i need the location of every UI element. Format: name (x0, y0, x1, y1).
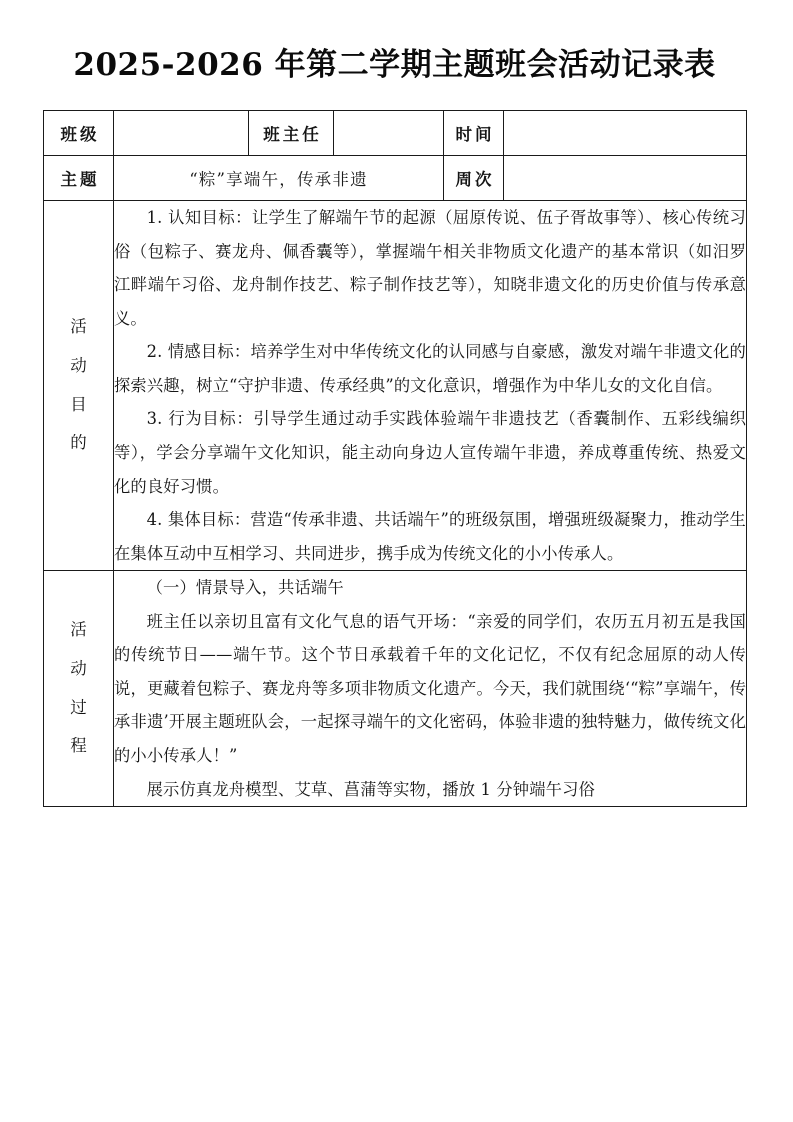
table-row-class-info (44, 111, 747, 156)
process-paragraph: 展示仿真龙舟模型、艾草、菖蒲等实物，播放 1 分钟端午习俗 (146, 779, 595, 799)
value-week[interactable] (504, 156, 747, 201)
label-head-teacher: 班主任 (249, 111, 334, 156)
value-class[interactable] (114, 111, 249, 156)
purpose-paragraph: 1. 认知目标：让学生了解端午节的起源（屈原传说、伍子胥故事等）、核心传统习俗（包粽子、赛龙舟、佩香囊等），掌握端午相关非物质文化遗产的基本常识（如汨罗江畔端午习俗、龙舟制作技艺、粽子制作技艺等），知晓非遗文化的历史价值与传承意义。 (114, 208, 746, 328)
table-row-theme (44, 156, 747, 201)
table-row-activity-process (44, 571, 747, 807)
activity-record-table (43, 110, 747, 807)
label-char: 程 (70, 736, 87, 756)
content-activity-purpose[interactable] (114, 201, 747, 571)
purpose-paragraph: 2. 情感目标：培养学生对中华传统文化的认同感与自豪感，激发对端午非遗文化的探索兴趣，树立“守护非遗、传承经典”的文化意识，增强作为中华儿女的文化自信。 (114, 342, 746, 395)
label-char: 过 (70, 697, 87, 717)
label-char: 动 (70, 355, 87, 375)
purpose-paragraph: 3. 行为目标：引导学生通过动手实践体验端午非遗技艺（香囊制作、五彩线编织等），学会分享端午文化知识，能主动向身边人宣传端午非遗，养成尊重传统、热爱文化的良好习惯。 (114, 409, 746, 496)
label-char: 动 (70, 658, 87, 678)
label-theme: 主题 (44, 156, 114, 201)
process-paragraph: 班主任以亲切且富有文化气息的语气开场：“亲爱的同学们，农历五月初五是我国的传统节日——端午节。这个节日承载着千年的文化记忆，不仅有纪念屈原的动人传说，更藏着包粽子、赛龙舟等多项非物质文化遗产。今天，我们就围绕‘“粽”享端午，传承非遗’开展主题班队会，一起探寻端午的文化密码，体验非遗的独特魅力，做传统文化的小小传承人！” (114, 611, 746, 765)
page-title: 2025-2026 年第二学期主题班会活动记录表 (73, 47, 716, 83)
label-char: 活 (70, 620, 87, 640)
label-activity-process (44, 571, 114, 807)
process-paragraph: （一）情景导入，共话端午 (146, 578, 344, 598)
label-char: 活 (70, 317, 87, 337)
table-row-activity-purpose (44, 201, 747, 571)
label-char: 的 (70, 433, 87, 453)
value-head-teacher[interactable] (334, 111, 444, 156)
label-time: 时间 (444, 111, 504, 156)
content-activity-process[interactable] (114, 571, 747, 807)
label-activity-purpose (44, 201, 114, 571)
value-time[interactable] (504, 111, 747, 156)
purpose-paragraph: 4. 集体目标：营造“传承非遗、共话端午”的班级氛围，增强班级凝聚力，推动学生在集体互动中互相学习、共同进步，携手成为传统文化的小小传承人。 (114, 510, 746, 563)
label-char: 目 (70, 394, 87, 414)
label-week: 周次 (444, 156, 504, 201)
label-class: 班级 (44, 111, 114, 156)
value-theme[interactable]: “粽”享端午，传承非遗 (114, 156, 444, 201)
